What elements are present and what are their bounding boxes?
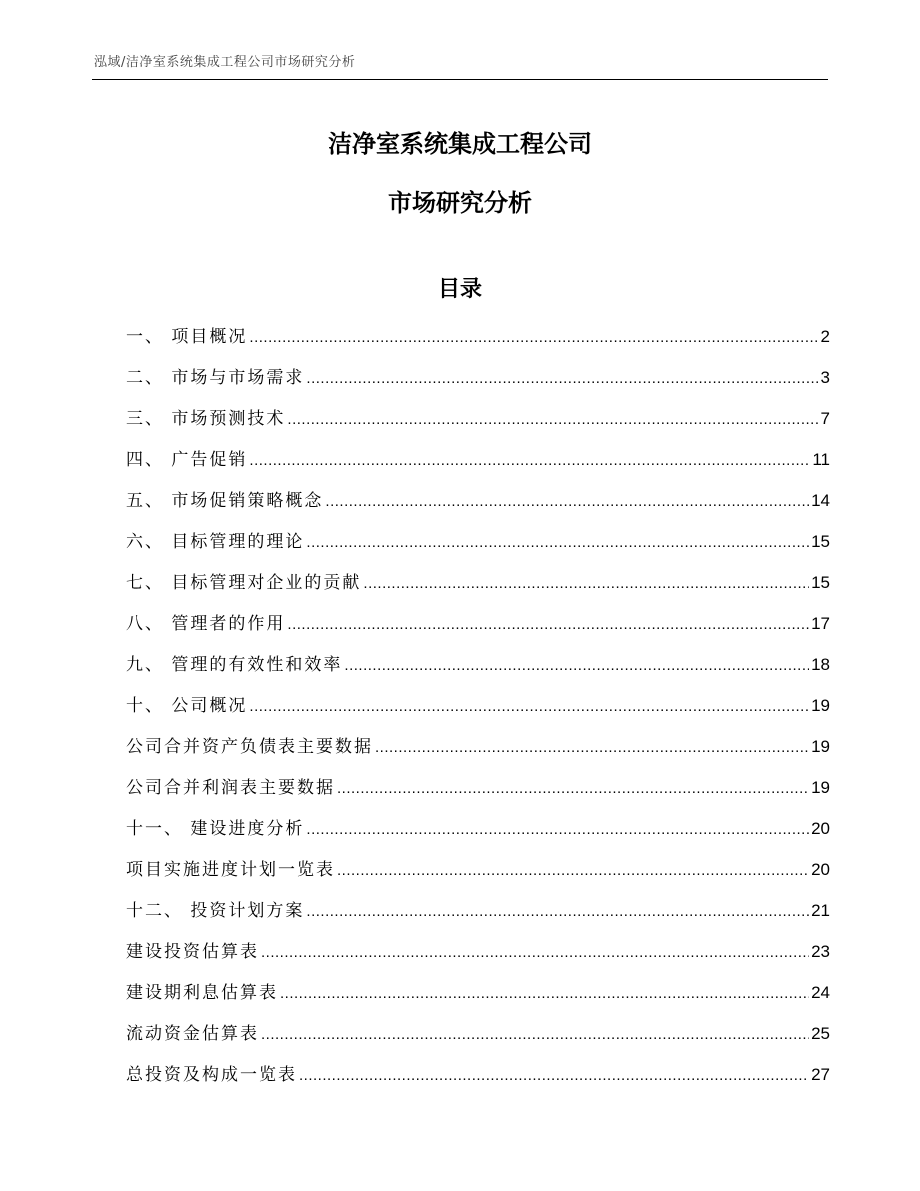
toc-leader-dots [306, 821, 809, 838]
toc-entry-page: 19 [811, 696, 830, 715]
toc-leader-dots [249, 698, 809, 715]
toc-entry[interactable] [126, 322, 830, 363]
toc-entry-page: 21 [811, 901, 830, 920]
toc-entry-title: 公司合并资产负债表主要数据 [126, 737, 373, 757]
toc-leader-dots [325, 493, 809, 510]
toc-entry[interactable] [126, 814, 830, 855]
toc-entry-title: 建设投资估算表 [126, 942, 259, 962]
toc-entry-page: 25 [811, 1024, 830, 1043]
toc-leader-dots [249, 452, 810, 469]
toc-entry[interactable] [126, 445, 830, 486]
toc-leader-dots [306, 370, 818, 387]
toc-leader-dots [280, 985, 809, 1002]
toc-entry-page: 24 [811, 983, 830, 1002]
toc-entry-title: 十二、 投资计划方案 [126, 901, 305, 921]
toc-entry-title: 八、 管理者的作用 [126, 614, 286, 634]
toc-leader-dots [287, 411, 818, 428]
toc-entry-title: 十一、 建设进度分析 [126, 819, 305, 839]
toc-entry[interactable] [126, 568, 830, 609]
header-rule [92, 79, 828, 80]
toc-entry[interactable] [126, 609, 830, 650]
toc-entry-title: 四、 广告促销 [126, 450, 248, 470]
toc-entry-title: 总投资及构成一览表 [126, 1065, 297, 1085]
toc-leader-dots [306, 903, 809, 920]
toc-entry-title: 二、 市场与市场需求 [126, 368, 305, 388]
toc-entry-page: 3 [820, 368, 830, 387]
toc-entry-title: 六、 目标管理的理论 [126, 532, 305, 552]
toc-leader-dots [344, 657, 809, 674]
document-title: 洁净室系统集成工程公司 [328, 130, 592, 158]
toc-entry-page: 11 [812, 450, 830, 469]
toc-entry-page: 15 [811, 532, 830, 551]
toc-entry[interactable] [126, 896, 830, 937]
toc-entry-page: 20 [811, 860, 830, 879]
toc-entry[interactable] [126, 527, 830, 568]
toc-entry-page: 23 [811, 942, 830, 961]
table-of-contents [126, 322, 830, 1101]
toc-heading: 目录 [437, 277, 482, 302]
toc-entry-page: 19 [811, 737, 830, 756]
toc-entry-page: 19 [811, 778, 830, 797]
toc-entry[interactable] [126, 691, 830, 732]
toc-leader-dots [261, 1026, 809, 1043]
toc-entry-title: 三、 市场预测技术 [126, 409, 286, 429]
toc-leader-dots [337, 862, 809, 879]
toc-entry-title: 九、 管理的有效性和效率 [126, 655, 343, 675]
toc-entry[interactable] [126, 978, 830, 1019]
toc-entry[interactable] [126, 650, 830, 691]
toc-entry-title: 建设期利息估算表 [126, 983, 278, 1003]
toc-entry-page: 20 [811, 819, 830, 838]
toc-entry[interactable] [126, 404, 830, 445]
toc-entry-page: 7 [820, 409, 830, 428]
toc-entry-title: 七、 目标管理对企业的贡献 [126, 573, 362, 593]
document-subtitle: 市场研究分析 [388, 189, 532, 217]
toc-entry[interactable] [126, 363, 830, 404]
toc-entry-title: 一、 项目概况 [126, 327, 248, 347]
toc-entry[interactable] [126, 1060, 830, 1101]
toc-entry[interactable] [126, 773, 830, 814]
toc-entry-page: 27 [811, 1065, 830, 1084]
toc-entry[interactable] [126, 1019, 830, 1060]
toc-entry[interactable] [126, 732, 830, 773]
toc-entry-page: 2 [820, 327, 830, 346]
toc-entry[interactable] [126, 855, 830, 896]
toc-entry-page: 15 [811, 573, 830, 592]
toc-leader-dots [363, 575, 809, 592]
running-header: 泓域/洁净室系统集成工程公司市场研究分析 [94, 55, 356, 70]
toc-leader-dots [306, 534, 809, 551]
toc-entry-title: 项目实施进度计划一览表 [126, 860, 335, 880]
toc-leader-dots [249, 329, 818, 346]
toc-leader-dots [287, 616, 809, 633]
toc-leader-dots [299, 1067, 809, 1084]
toc-leader-dots [337, 780, 809, 797]
toc-entry[interactable] [126, 937, 830, 978]
toc-leader-dots [261, 944, 809, 961]
toc-entry-title: 流动资金估算表 [126, 1024, 259, 1044]
toc-entry-title: 五、 市场促销策略概念 [126, 491, 324, 511]
toc-leader-dots [375, 739, 809, 756]
toc-entry[interactable] [126, 486, 830, 527]
toc-entry-title: 公司合并利润表主要数据 [126, 778, 335, 798]
toc-entry-page: 17 [811, 614, 830, 633]
toc-entry-title: 十、 公司概况 [126, 696, 248, 716]
toc-entry-page: 18 [811, 655, 830, 674]
toc-entry-page: 14 [811, 491, 830, 510]
